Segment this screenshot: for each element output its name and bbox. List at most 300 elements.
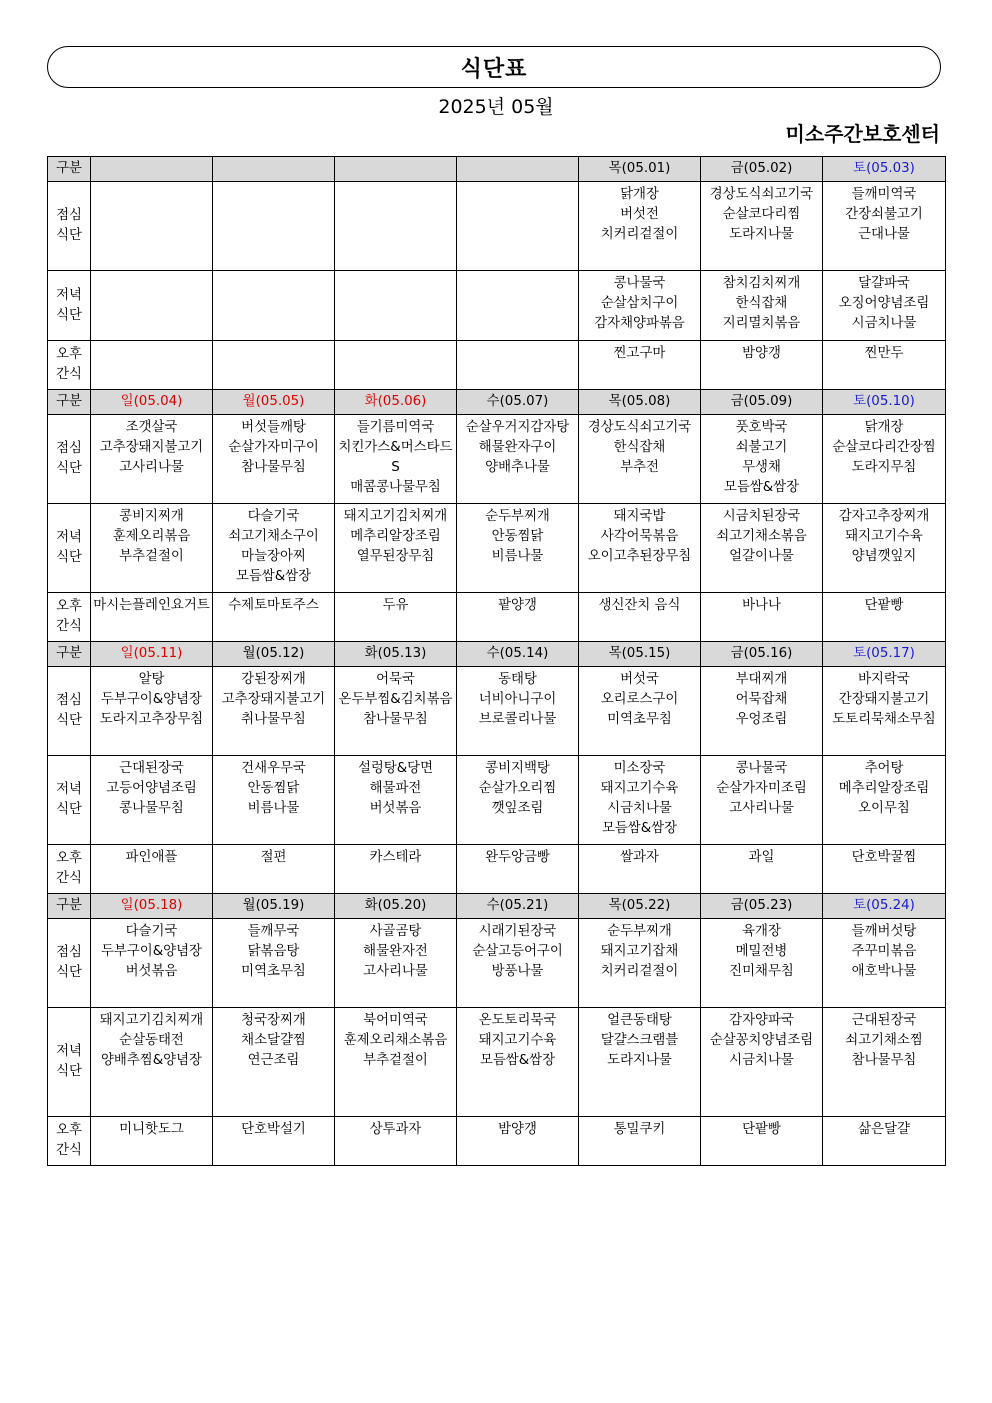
lunch-cell <box>91 415 213 504</box>
menu-item: 부추전 <box>620 460 659 475</box>
menu-item: 참나물무침 <box>363 712 428 727</box>
menu-item: 들깨무국 <box>247 924 300 939</box>
menu-item: 감자양파국 <box>729 1013 794 1028</box>
snack-cell <box>91 341 213 390</box>
lunch-row <box>48 182 946 271</box>
menu-item: 순살동태전 <box>119 1033 184 1048</box>
snack-cell: 단팥빵 <box>701 1117 823 1166</box>
menu-item: 진미채무침 <box>729 964 794 979</box>
menu-item: 우엉조림 <box>735 712 788 727</box>
lunch-cell <box>701 667 823 756</box>
lunch-cell <box>91 919 213 1008</box>
menu-item: 브로콜리나물 <box>478 712 557 727</box>
day-header: 월(05.19) <box>213 894 335 919</box>
lunch-cell <box>823 919 946 1008</box>
menu-item: 비름나물 <box>491 549 544 564</box>
menu-item: 돼지고기수육 <box>478 1033 557 1048</box>
day-header: 일(05.18) <box>91 894 213 919</box>
lunch-cell <box>457 919 579 1008</box>
menu-item: 콩나물무침 <box>119 801 184 816</box>
menu-item: 쇠고기채소구이 <box>228 529 319 544</box>
snack-cell: 파인애플 <box>91 845 213 894</box>
lunch-row <box>48 919 946 1008</box>
row-label-snack <box>48 593 91 642</box>
menu-item: 순살가자미구이 <box>228 440 319 455</box>
menu-item: 한식잡채 <box>735 296 788 311</box>
snack-cell: 쌀과자 <box>579 845 701 894</box>
menu-item: 오이무침 <box>858 801 910 816</box>
menu-item: 경상도식쇠고기국 <box>709 187 814 202</box>
menu-item: 순살가자미조림 <box>716 781 807 796</box>
menu-item: 버섯국 <box>620 672 659 687</box>
menu-item: 고추장돼지불고기 <box>221 692 326 707</box>
dinner-cell <box>457 271 579 341</box>
row-label-line: 저녁 <box>56 530 82 545</box>
day-header: 일(05.04) <box>91 390 213 415</box>
menu-item: 도라지나물 <box>607 1053 672 1068</box>
menu-item: 들기름미역국 <box>356 420 435 435</box>
row-label-snack <box>48 341 91 390</box>
snack-cell: 밤양갱 <box>701 341 823 390</box>
lunch-cell <box>213 919 335 1008</box>
lunch-cell <box>213 667 335 756</box>
menu-item: 버섯전 <box>620 207 659 222</box>
day-header: 금(05.09) <box>701 390 823 415</box>
menu-item: 조갯살국 <box>125 420 178 435</box>
menu-item: 순살코다리찜 <box>722 207 801 222</box>
snack-cell: 수제토마토주스 <box>213 593 335 642</box>
lunch-cell <box>335 919 457 1008</box>
menu-item: 시래기된장국 <box>478 924 557 939</box>
dinner-cell <box>457 1008 579 1117</box>
row-label-dinner <box>48 1008 91 1117</box>
menu-item: 취나물무침 <box>241 712 306 727</box>
menu-item: 무생채 <box>742 460 781 475</box>
menu-item: 근대된장국 <box>851 1013 917 1028</box>
menu-item: 바지락국 <box>858 672 910 687</box>
dinner-cell <box>213 271 335 341</box>
row-label-line: 오후 <box>56 347 82 362</box>
menu-item: 간장쇠불고기 <box>845 207 923 222</box>
day-header: 수(05.14) <box>457 642 579 667</box>
menu-item: 양배추나물 <box>485 460 550 475</box>
menu-item: 훈제오리볶음 <box>112 529 191 544</box>
header-row <box>48 894 946 919</box>
menu-item: 훈제오리채소볶음 <box>343 1033 448 1048</box>
day-header: 토(05.03) <box>823 157 946 182</box>
snack-cell: 찐고구마 <box>579 341 701 390</box>
snack-cell: 절편 <box>213 845 335 894</box>
menu-item: 얼큰동태탕 <box>607 1013 672 1028</box>
menu-item: 매콤콩나물무침 <box>350 480 441 495</box>
day-header: 수(05.21) <box>457 894 579 919</box>
menu-item: 메추리알장조림 <box>350 529 441 544</box>
row-label-line: 식단 <box>56 550 82 565</box>
menu-item: 도토리묵채소무침 <box>832 712 936 727</box>
snack-cell: 바나나 <box>701 593 823 642</box>
snack-row <box>48 1117 946 1166</box>
day-header: 목(05.08) <box>579 390 701 415</box>
lunch-cell <box>457 667 579 756</box>
menu-item: 열무된장무침 <box>356 549 435 564</box>
lunch-cell <box>701 182 823 271</box>
menu-item: 모듬쌈&쌈장 <box>235 569 312 584</box>
lunch-cell <box>823 182 946 271</box>
row-label-line: 오후 <box>56 851 82 866</box>
dinner-cell <box>579 1008 701 1117</box>
menu-item: 모듬쌈&쌈장 <box>479 1053 556 1068</box>
snack-cell: 완두앙금빵 <box>457 845 579 894</box>
dinner-cell <box>335 271 457 341</box>
menu-item: 순살가오리찜 <box>478 781 557 796</box>
menu-item: 미소장국 <box>613 761 666 776</box>
lunch-cell <box>335 667 457 756</box>
snack-cell: 단호박꿀찜 <box>823 845 946 894</box>
menu-item: 감자채양파볶음 <box>594 316 685 331</box>
dinner-cell <box>701 504 823 593</box>
lunch-cell <box>457 182 579 271</box>
menu-item: 강된장찌개 <box>241 672 306 687</box>
row-label-gubun: 구분 <box>48 894 91 919</box>
menu-item: 버섯볶음 <box>369 801 422 816</box>
menu-item: 시금치나물 <box>729 1053 794 1068</box>
menu-item: 들깨버섯탕 <box>851 924 917 939</box>
snack-row <box>48 845 946 894</box>
center-name: 미소주간보호센터 <box>785 122 940 146</box>
menu-item: 시금치된장국 <box>722 509 801 524</box>
day-header: 토(05.24) <box>823 894 946 919</box>
menu-item: 방풍나물 <box>491 964 544 979</box>
menu-item: 설렁탕&당면 <box>357 761 434 776</box>
day-header: 토(05.10) <box>823 390 946 415</box>
menu-item: 추어탕 <box>864 761 904 776</box>
row-label-line: 간식 <box>56 1143 82 1158</box>
dinner-cell <box>701 271 823 341</box>
snack-row <box>48 341 946 390</box>
header-row <box>48 390 946 415</box>
menu-item: 채소달걀찜 <box>241 1033 306 1048</box>
menu-item: 닭개장 <box>864 420 904 435</box>
day-header: 목(05.01) <box>579 157 701 182</box>
menu-item: 다슬기국 <box>247 509 300 524</box>
day-header <box>91 157 213 182</box>
lunch-cell <box>579 919 701 1008</box>
dinner-cell <box>823 756 946 845</box>
menu-item: 들깨미역국 <box>851 187 917 202</box>
menu-item: 사골곰탕 <box>369 924 422 939</box>
snack-cell: 상투과자 <box>335 1117 457 1166</box>
row-label-line: 식단 <box>56 802 82 817</box>
menu-item: 콩비지백탕 <box>485 761 550 776</box>
menu-item: 메추리알장조림 <box>838 781 930 796</box>
menu-item: 치커리겉절이 <box>600 227 679 242</box>
menu-item: 너비아니구이 <box>478 692 557 707</box>
dinner-cell <box>91 756 213 845</box>
menu-item: 돼지국밥 <box>613 509 666 524</box>
row-label-line: 저녁 <box>56 782 82 797</box>
dinner-cell <box>457 756 579 845</box>
row-label-dinner <box>48 504 91 593</box>
dinner-row <box>48 504 946 593</box>
dinner-cell <box>213 1008 335 1117</box>
menu-item: 북어미역국 <box>363 1013 428 1028</box>
menu-item: 어묵잡채 <box>735 692 788 707</box>
dinner-cell <box>213 756 335 845</box>
day-header: 목(05.15) <box>579 642 701 667</box>
snack-cell: 미니핫도그 <box>91 1117 213 1166</box>
day-header: 금(05.23) <box>701 894 823 919</box>
day-header <box>335 157 457 182</box>
lunch-cell <box>701 415 823 504</box>
dinner-cell <box>579 271 701 341</box>
lunch-cell <box>457 415 579 504</box>
menu-item: 애호박나물 <box>851 964 917 979</box>
menu-item: 돼지고기김치찌개 <box>99 1013 204 1028</box>
dinner-cell <box>91 504 213 593</box>
snack-cell: 과일 <box>701 845 823 894</box>
row-label-line: 간식 <box>56 871 82 886</box>
menu-item: 콩비지찌개 <box>119 509 184 524</box>
menu-item: 고등어양념조림 <box>106 781 197 796</box>
menu-item: 순살코다리간장찜 <box>832 440 936 455</box>
menu-item: 양념깻잎지 <box>851 549 917 564</box>
header-row <box>48 642 946 667</box>
lunch-cell <box>213 182 335 271</box>
row-label-snack <box>48 1117 91 1166</box>
row-label-line: 저녁 <box>56 287 82 303</box>
menu-item: 얼갈이나물 <box>729 549 794 564</box>
menu-item: 순살고등어구이 <box>472 944 563 959</box>
row-label-dinner <box>48 756 91 845</box>
month-label: 2025년 05월 <box>438 96 554 118</box>
menu-item: 오징어양념조림 <box>838 296 930 311</box>
row-label-line: 식단 <box>56 713 82 728</box>
row-label-lunch <box>48 667 91 756</box>
snack-cell: 두유 <box>335 593 457 642</box>
menu-item: 돼지고기김치찌개 <box>343 509 448 524</box>
menu-item: 고사리나물 <box>119 460 184 475</box>
lunch-cell <box>579 667 701 756</box>
menu-item: 시금치나물 <box>607 801 672 816</box>
snack-cell: 찐만두 <box>823 341 946 390</box>
menu-item: 고사리나물 <box>363 964 428 979</box>
menu-item: 두부구이&양념장 <box>101 944 202 959</box>
dinner-cell <box>701 756 823 845</box>
snack-cell: 통밀쿠키 <box>579 1117 701 1166</box>
lunch-cell <box>335 182 457 271</box>
row-label-lunch <box>48 182 91 271</box>
dinner-cell <box>91 1008 213 1117</box>
menu-item: 오리로스구이 <box>600 692 679 707</box>
menu-item: 어묵국 <box>376 672 415 687</box>
menu-item: 순살우거지감자탕 <box>465 420 570 435</box>
menu-item: 풋호박국 <box>735 420 788 435</box>
dinner-cell <box>823 271 946 341</box>
menu-item: 쇠불고기 <box>735 440 788 455</box>
row-label-line: 식단 <box>56 228 82 243</box>
day-header: 화(05.20) <box>335 894 457 919</box>
menu-item: 돼지고기수육 <box>845 529 923 544</box>
dinner-cell <box>823 1008 946 1117</box>
menu-item: 시금치나물 <box>851 316 917 331</box>
menu-item: 부추겉절이 <box>119 549 184 564</box>
row-label-snack <box>48 845 91 894</box>
dinner-cell <box>579 756 701 845</box>
lunch-cell <box>91 182 213 271</box>
menu-item: 쇠고기채소볶음 <box>716 529 807 544</box>
menu-item: 콩나물국 <box>735 761 788 776</box>
menu-item: 감자고추장찌개 <box>838 509 930 524</box>
dinner-row <box>48 271 946 341</box>
day-header: 월(05.12) <box>213 642 335 667</box>
menu-item: 사각어묵볶음 <box>600 529 679 544</box>
row-label-line: 식단 <box>56 965 82 980</box>
menu-item: 안동찜닭 <box>491 529 544 544</box>
menu-item: 다슬기국 <box>125 924 178 939</box>
menu-item: 비름나물 <box>247 801 300 816</box>
snack-cell <box>335 341 457 390</box>
menu-item: 닭볶음탕 <box>247 944 300 959</box>
lunch-cell <box>823 415 946 504</box>
lunch-cell <box>213 415 335 504</box>
day-header: 화(05.13) <box>335 642 457 667</box>
menu-item: 부추겉절이 <box>363 1053 428 1068</box>
menu-item: 모듬쌈&쌈장 <box>601 821 678 836</box>
row-label-gubun: 구분 <box>48 642 91 667</box>
menu-item: 안동찜닭 <box>247 781 300 796</box>
dinner-cell <box>335 756 457 845</box>
row-label-line: 간식 <box>56 619 82 634</box>
title-text: 식단표 <box>460 56 528 82</box>
menu-item: 치킨가스&머스타드S <box>338 440 453 475</box>
menu-item: 순두부찌개 <box>607 924 672 939</box>
dinner-cell <box>213 504 335 593</box>
menu-item: 메밀전병 <box>735 944 788 959</box>
row-label-line: 저녁 <box>56 1044 82 1059</box>
menu-item: 참나물무침 <box>851 1053 917 1068</box>
snack-cell <box>457 341 579 390</box>
row-label-line: 식단 <box>56 1064 82 1079</box>
menu-table <box>47 156 946 1166</box>
day-header: 토(05.17) <box>823 642 946 667</box>
day-header: 일(05.11) <box>91 642 213 667</box>
menu-item: 간장돼지불고기 <box>838 692 930 707</box>
row-label-line: 점심 <box>56 441 82 456</box>
row-label-line: 점심 <box>56 693 82 708</box>
day-header: 수(05.07) <box>457 390 579 415</box>
menu-item: 깻잎조림 <box>491 801 544 816</box>
dinner-cell <box>91 271 213 341</box>
menu-item: 도라지나물 <box>729 227 794 242</box>
menu-item: 참나물무침 <box>241 460 306 475</box>
snack-cell: 삶은달걀 <box>823 1117 946 1166</box>
snack-cell: 팥양갱 <box>457 593 579 642</box>
menu-item: 미역초무침 <box>241 964 306 979</box>
lunch-cell <box>579 415 701 504</box>
lunch-cell <box>579 182 701 271</box>
menu-item: 알탕 <box>138 672 165 687</box>
menu-item: 치커리겉절이 <box>600 964 679 979</box>
menu-item: 참치김치찌개 <box>722 276 801 291</box>
row-label-lunch <box>48 415 91 504</box>
lunch-cell <box>823 667 946 756</box>
dinner-cell <box>579 504 701 593</box>
menu-item: 오이고추된장무침 <box>587 549 692 564</box>
menu-item: 양배추찜&양념장 <box>101 1053 202 1068</box>
lunch-row <box>48 415 946 504</box>
menu-item: 순두부찌개 <box>485 509 550 524</box>
menu-item: 쇠고기채소찜 <box>845 1033 923 1048</box>
lunch-cell <box>91 667 213 756</box>
dinner-cell <box>457 504 579 593</box>
row-label-line: 점심 <box>56 945 82 960</box>
menu-item: 해물파전 <box>369 781 422 796</box>
menu-item: 근대나물 <box>858 227 910 242</box>
menu-item: 두부구이&양념장 <box>101 692 202 707</box>
snack-cell: 밤양갱 <box>457 1117 579 1166</box>
menu-item: 고사리나물 <box>729 801 794 816</box>
day-header: 금(05.16) <box>701 642 823 667</box>
row-label-line: 점심 <box>56 208 82 223</box>
row-label-line: 오후 <box>56 599 82 614</box>
menu-item: 해물완자전 <box>363 944 428 959</box>
menu-item: 연근조림 <box>247 1053 300 1068</box>
snack-cell: 생신잔치 음식 <box>579 593 701 642</box>
menu-item: 버섯볶음 <box>125 964 178 979</box>
snack-cell: 마시는플레인요거트 <box>91 593 213 642</box>
snack-cell: 단팥빵 <box>823 593 946 642</box>
dinner-row <box>48 756 946 845</box>
menu-item: 지리멸치볶음 <box>722 316 801 331</box>
menu-item: 온두부찜&김치볶음 <box>338 692 453 707</box>
menu-item: 모듬쌈&쌈장 <box>723 480 800 495</box>
row-label-lunch <box>48 919 91 1008</box>
menu-item: 청국장찌개 <box>241 1013 306 1028</box>
dinner-cell <box>823 504 946 593</box>
menu-item: 한식잡채 <box>613 440 666 455</box>
row-label-line: 간식 <box>56 367 82 382</box>
row-label-dinner <box>48 271 91 341</box>
menu-item: 근대된장국 <box>119 761 184 776</box>
snack-cell: 단호박설기 <box>213 1117 335 1166</box>
menu-item: 건새우무국 <box>241 761 306 776</box>
menu-item: 미역초무침 <box>607 712 672 727</box>
menu-item: 순살꽁치양념조림 <box>709 1033 814 1048</box>
menu-item: 마늘장아찌 <box>241 549 306 564</box>
menu-item: 닭개장 <box>620 187 659 202</box>
day-header <box>213 157 335 182</box>
menu-item: 육개장 <box>742 924 781 939</box>
dinner-cell <box>335 504 457 593</box>
menu-item: 주꾸미볶음 <box>851 944 917 959</box>
lunch-row <box>48 667 946 756</box>
day-header <box>457 157 579 182</box>
snack-cell: 카스테라 <box>335 845 457 894</box>
menu-item: 부대찌개 <box>735 672 788 687</box>
row-label-gubun: 구분 <box>48 390 91 415</box>
day-header: 화(05.06) <box>335 390 457 415</box>
snack-cell <box>213 341 335 390</box>
menu-item: 달걀파국 <box>858 276 910 291</box>
row-label-gubun: 구분 <box>48 157 91 182</box>
menu-item: 해물완자구이 <box>478 440 557 455</box>
dinner-cell <box>335 1008 457 1117</box>
menu-item: 경상도식쇠고기국 <box>587 420 692 435</box>
menu-item: 달걀스크램블 <box>600 1033 679 1048</box>
menu-item: 버섯들깨탕 <box>241 420 306 435</box>
menu-item: 온도토리묵국 <box>478 1013 557 1028</box>
menu-item: 동태탕 <box>498 672 537 687</box>
